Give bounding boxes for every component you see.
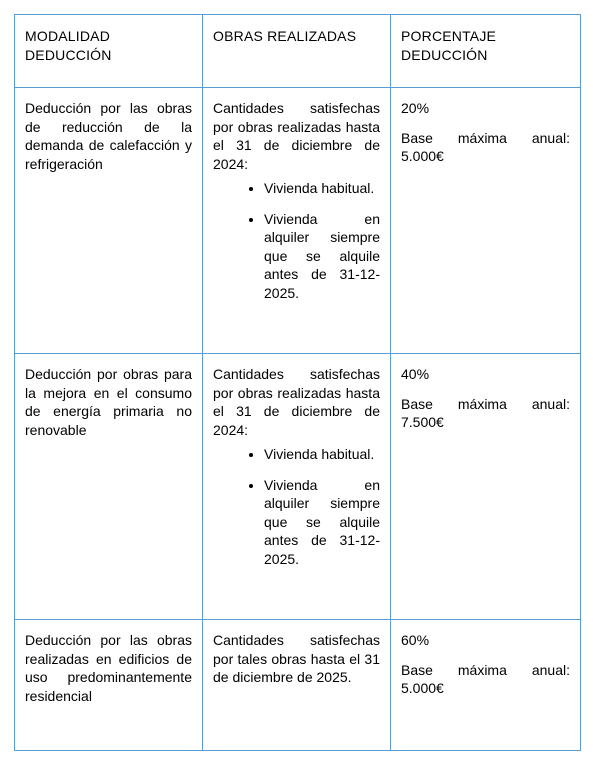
base-label: máxima xyxy=(457,661,507,678)
obras-list xyxy=(213,445,380,568)
porcentaje-value: 20% xyxy=(401,100,430,116)
list-item: • Vivienda habitual. xyxy=(264,179,380,198)
base-label: anual: xyxy=(531,661,570,678)
base-maxima xyxy=(401,129,570,166)
base-label: Base xyxy=(401,129,433,146)
obras-cell xyxy=(203,354,391,620)
porcentaje-cell xyxy=(391,88,581,354)
base-label: anual: xyxy=(531,395,570,412)
modalidad-text: Deducción por las obras realizadas en edificios de uso predominantemente residencial xyxy=(25,632,192,704)
porcentaje-value: 60% xyxy=(401,632,430,648)
list-item: • Vivienda en alquiler siempre que se alquile antes de 31-12-2025. xyxy=(264,476,380,569)
table-row xyxy=(15,620,581,751)
modalidad-cell xyxy=(15,620,203,751)
base-maxima xyxy=(401,395,570,432)
base-maxima xyxy=(401,661,570,698)
modalidad-cell xyxy=(15,88,203,354)
obras-list xyxy=(213,179,380,302)
deductions-table xyxy=(14,14,581,751)
header-obras: OBRAS REALIZADAS xyxy=(203,15,391,88)
modalidad-text: Deducción por obras para la mejora en el consumo de energía primaria no renovable xyxy=(25,366,192,438)
obras-text: Cantidades satisfechas por tales obras hasta el 31 de diciembre de 2025. xyxy=(213,632,380,685)
table-header-row xyxy=(15,15,581,88)
porcentaje-cell xyxy=(391,620,581,751)
header-modalidad: MODALIDAD DEDUCCIÓN xyxy=(15,15,203,88)
porcentaje-value: 40% xyxy=(401,366,430,382)
base-label: Base xyxy=(401,395,433,412)
base-value: 5.000€ xyxy=(401,148,444,164)
obras-cell xyxy=(203,620,391,751)
base-label: Base xyxy=(401,661,433,678)
header-porcentaje: PORCENTAJE DEDUCCIÓN xyxy=(391,15,581,88)
obras-cell xyxy=(203,88,391,354)
porcentaje-cell xyxy=(391,354,581,620)
base-label: anual: xyxy=(531,129,570,146)
base-value: 5.000€ xyxy=(401,680,444,696)
modalidad-text: Deducción por las obras de reducción de la demanda de calefacción y refrigeración xyxy=(25,100,192,172)
table-row xyxy=(15,354,581,620)
obras-text: Cantidades satisfechas por obras realizadas hasta el 31 de diciembre de 2024: xyxy=(213,100,380,172)
table-row xyxy=(15,88,581,354)
base-label: máxima xyxy=(457,129,507,146)
list-item: • Vivienda habitual. xyxy=(264,445,380,464)
obras-text: Cantidades satisfechas por obras realizadas hasta el 31 de diciembre de 2024: xyxy=(213,366,380,438)
modalidad-cell xyxy=(15,354,203,620)
list-item: • Vivienda en alquiler siempre que se alquile antes de 31-12-2025. xyxy=(264,210,380,303)
base-label: máxima xyxy=(457,395,507,412)
base-value: 7.500€ xyxy=(401,414,444,430)
